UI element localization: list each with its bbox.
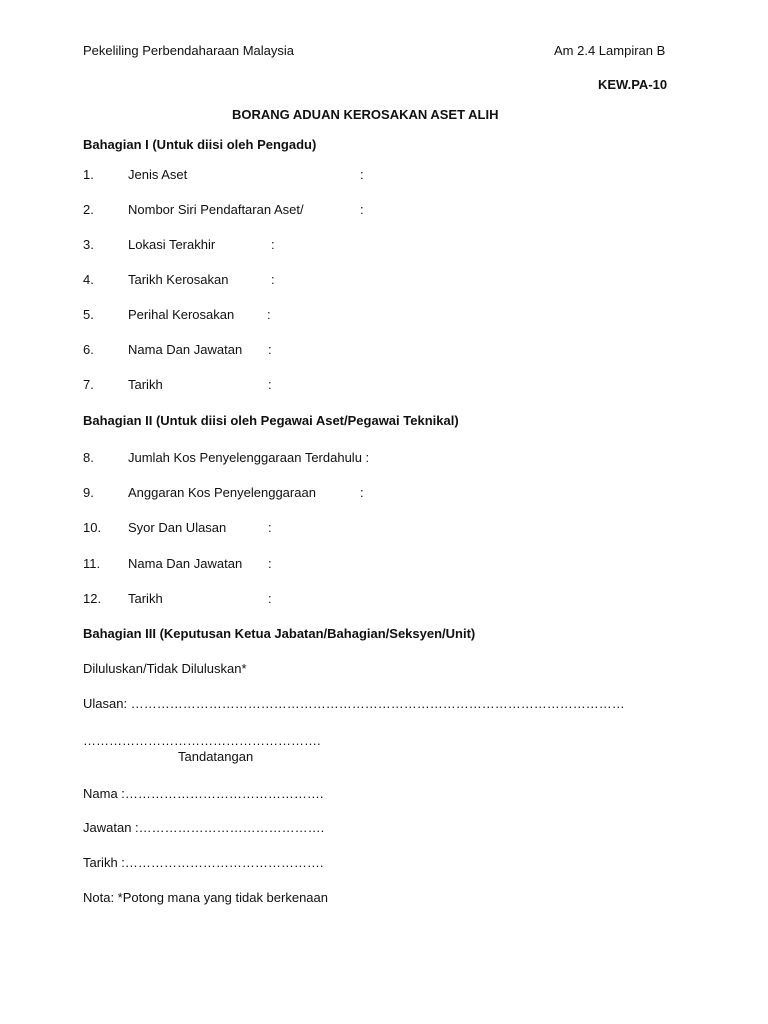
item-label-perihal-kerosakan: Perihal Kerosakan — [128, 307, 235, 322]
section2-heading: Bahagian II (Untuk diisi oleh Pegawai Aset/Pegawai Teknikal) — [83, 413, 459, 428]
item-number: 5. — [83, 307, 94, 322]
item-colon: : — [268, 377, 272, 392]
item-number: 4. — [83, 272, 94, 287]
section3-heading: Bahagian III (Keputusan Ketua Jabatan/Bahagian/Seksyen/Unit) — [83, 626, 476, 641]
ulasan-line-2: ………………………………………………. — [83, 733, 321, 748]
item-colon: : — [268, 342, 272, 357]
decision-text: Diluluskan/Tidak Diluluskan* — [83, 661, 247, 676]
item-number: 7. — [83, 377, 94, 392]
section1-heading: Bahagian I (Untuk diisi oleh Pengadu) — [83, 137, 317, 152]
item-number: 8. — [83, 450, 94, 465]
item-colon: : — [267, 307, 271, 322]
item-colon: : — [271, 272, 275, 287]
item-label-tarikh: Tarikh — [128, 377, 163, 392]
nama-line: Nama :………………………………………. — [83, 786, 324, 801]
item-label-nama-jawatan: Nama Dan Jawatan — [128, 342, 243, 357]
item-number: 10. — [83, 520, 102, 535]
item-number: 11. — [83, 556, 101, 571]
item-number: 6. — [83, 342, 94, 357]
item-label-nama-jawatan: Nama Dan Jawatan — [128, 556, 243, 571]
item-colon: : — [360, 485, 364, 500]
form-code: KEW.PA-10 — [598, 77, 668, 92]
item-label-jenis-aset: Jenis Aset — [128, 167, 188, 182]
item-label-tarikh-kerosakan: Tarikh Kerosakan — [128, 272, 229, 287]
item-label-jumlah-kos: Jumlah Kos Penyelenggaraan Terdahulu : — [128, 450, 370, 465]
item-number: 3. — [83, 237, 94, 252]
item-number: 9. — [83, 485, 94, 500]
item-label-lokasi-terakhir: Lokasi Terakhir — [128, 237, 216, 252]
footnote: Nota: *Potong mana yang tidak berkenaan — [83, 890, 329, 905]
item-colon: : — [268, 591, 272, 606]
header-left: Pekeliling Perbendaharaan Malaysia — [83, 43, 295, 58]
ulasan-line-1: Ulasan: …………………………………………………………………………………………………… — [83, 696, 625, 711]
item-number: 2. — [83, 202, 94, 217]
item-number: 12. — [83, 591, 102, 606]
item-colon: : — [271, 237, 275, 252]
page-title: BORANG ADUAN KEROSAKAN ASET ALIH — [232, 107, 499, 122]
tarikh-line: Tarikh :………………………………………. — [83, 855, 324, 870]
item-colon: : — [268, 520, 272, 535]
item-label-anggaran-kos: Anggaran Kos Penyelenggaraan — [128, 485, 316, 500]
item-label-nombor-siri: Nombor Siri Pendaftaran Aset/ — [128, 202, 304, 217]
signature-label: Tandatangan — [178, 749, 254, 764]
item-colon: : — [268, 556, 272, 571]
item-label-syor-ulasan: Syor Dan Ulasan — [128, 520, 227, 535]
jawatan-line: Jawatan :……………………………………. — [83, 820, 325, 835]
item-colon: : — [360, 202, 364, 217]
item-number: 1. — [83, 167, 94, 182]
header-right: Am 2.4 Lampiran B — [554, 43, 666, 58]
item-colon: : — [360, 167, 364, 182]
item-label-tarikh: Tarikh — [128, 591, 163, 606]
